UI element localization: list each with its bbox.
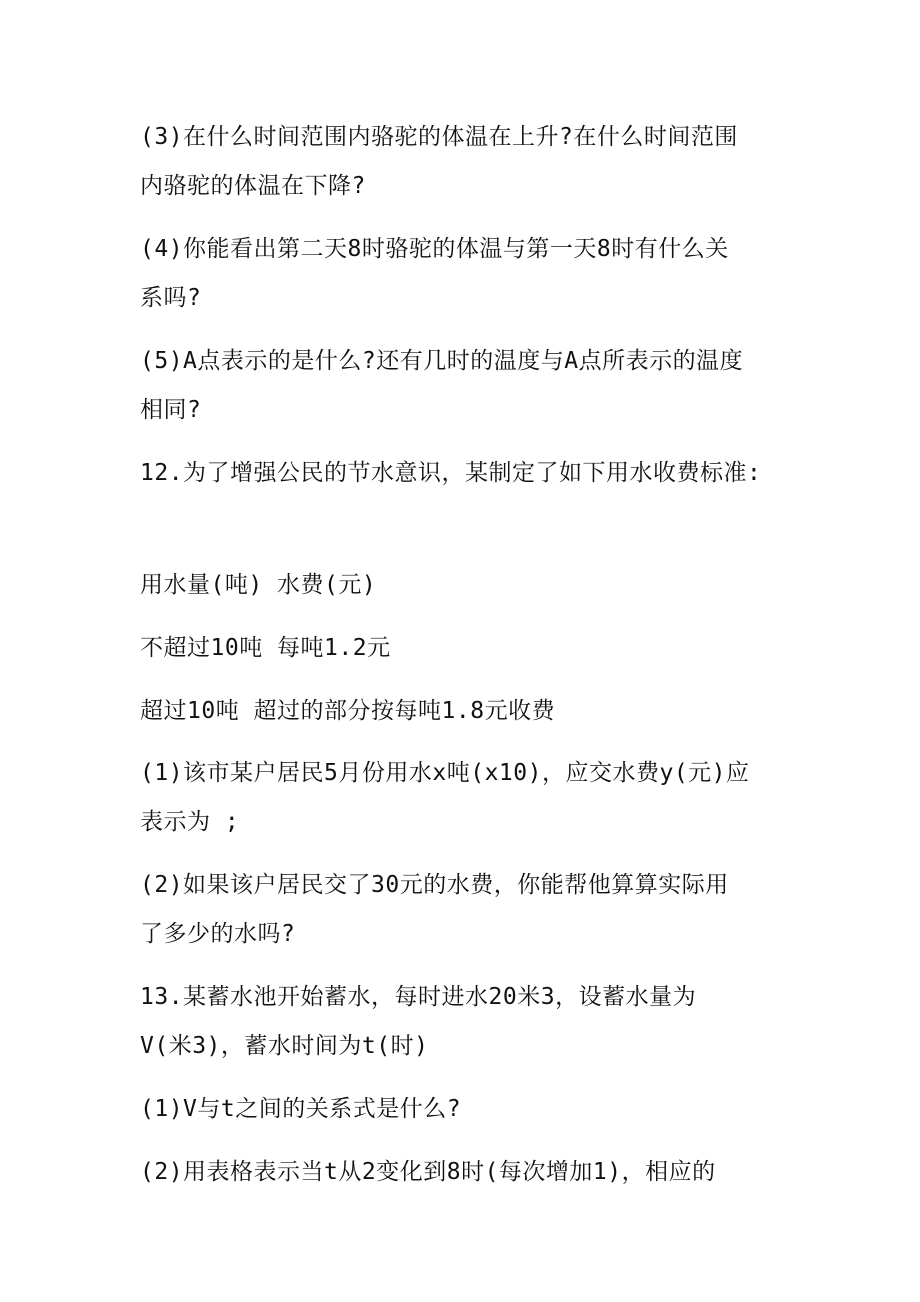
- problem-13-part-1: (1)V与t之间的关系式是什么?: [140, 1096, 462, 1122]
- problem-12-part-2-line-2: 了多少的水吗?: [140, 921, 296, 947]
- problem-13-part-2: (2)用表格表示当t从2变化到8时(每次增加1)，相应的: [140, 1159, 716, 1185]
- question-4-line-2: 系吗?: [140, 285, 202, 311]
- fee-table-row-2: 超过10吨 超过的部分按每吨1.8元收费: [140, 698, 556, 724]
- question-5-line-2: 相同?: [140, 397, 202, 423]
- problem-13-heading-line-2: V(米3)，蓄水时间为t(时): [140, 1033, 429, 1059]
- problem-12-heading: 12.为了增强公民的节水意识，某制定了如下用水收费标准:: [140, 460, 762, 486]
- problem-13-heading-line-1: 13.某蓄水池开始蓄水，每时进水20米3，设蓄水量为: [140, 984, 697, 1010]
- question-3-line-1: (3)在什么时间范围内骆驼的体温在上升?在什么时间范围: [140, 124, 738, 150]
- problem-12-part-1-line-2: 表示为 ;: [140, 809, 240, 835]
- fee-table-row-1: 不超过10吨 每吨1.2元: [140, 635, 391, 661]
- question-4-line-1: (4)你能看出第二天8时骆驼的体温与第一天8时有什么关: [140, 236, 729, 262]
- question-5-line-1: (5)A点表示的是什么?还有几时的温度与A点所表示的温度: [140, 348, 744, 374]
- problem-12-part-1-line-1: (1)该市某户居民5月份用水x吨(x10)，应交水费y(元)应: [140, 760, 750, 786]
- fee-table-header: 用水量(吨) 水费(元): [140, 572, 377, 598]
- problem-12-part-2-line-1: (2)如果该户居民交了30元的水费，你能帮他算算实际用: [140, 872, 729, 898]
- question-3-line-2: 内骆驼的体温在下降?: [140, 173, 366, 199]
